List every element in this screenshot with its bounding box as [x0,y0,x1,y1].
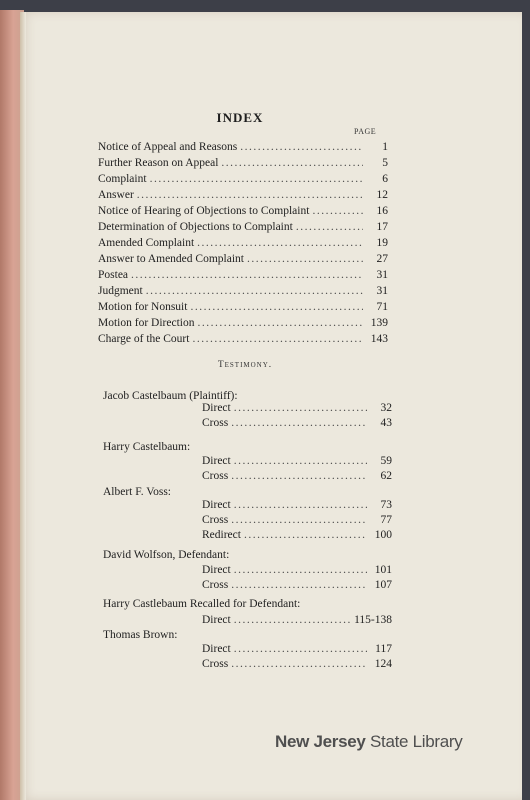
library-watermark [275,732,462,752]
examination-label: Cross [202,470,229,482]
index-entry-label: Amended Complaint [98,237,195,249]
index-entry-label: Notice of Hearing of Objections to Complaint [98,205,310,217]
examination-label: Cross [202,579,229,591]
dot-leader [240,141,363,153]
page-column-label: PAGE [354,127,377,136]
index-entry-page: 17 [376,221,388,233]
index-entry [98,221,388,237]
examination-page: 100 [374,529,392,541]
examination-entry [202,564,392,580]
dot-leader [146,285,363,297]
index-entry [98,253,388,269]
examination-page: 59 [380,455,392,467]
index-entry-page: 6 [382,173,388,185]
examination-entry [202,643,392,659]
index-entry [98,141,388,157]
dot-leader [234,402,367,414]
dot-leader [231,658,367,670]
dot-leader [231,470,367,482]
examination-label: Cross [202,417,229,429]
index-entry-page: 16 [376,205,388,217]
index-entry-page: 71 [376,301,388,313]
dot-leader [231,514,367,526]
index-entry-page: 27 [376,253,388,265]
dot-leader [244,529,367,541]
index-entry-page: 143 [370,333,388,345]
examination-entry [202,579,392,595]
examination-page: 43 [380,417,392,429]
dot-leader [234,455,367,467]
index-entry [98,237,388,253]
examination-entry [202,614,392,630]
index-entry [98,189,388,205]
dot-leader [234,643,367,655]
index-entry-label: Determination of Objections to Complaint [98,221,293,233]
dot-leader [192,333,363,345]
dot-leader [234,564,367,576]
examination-label: Direct [202,499,231,511]
witness-name: Thomas Brown: [103,629,178,641]
index-entry-label: Complaint [98,173,147,185]
examination-entry [202,470,392,486]
index-entry-page: 1 [382,141,388,153]
examination-entry [202,402,392,418]
index-entry-label: Answer to Amended Complaint [98,253,244,265]
examination-entry [202,499,392,515]
witness-name: Albert F. Voss: [103,486,171,498]
witness-name: Harry Castlebaum Recalled for Defendant: [103,598,301,610]
dot-leader [137,189,363,201]
index-entry-label: Judgment [98,285,143,297]
page-gutter [20,12,26,800]
examination-label: Direct [202,455,231,467]
witness-name: Jacob Castelbaum (Plaintiff): [103,390,238,402]
witness-name: David Wolfson, Defendant: [103,549,230,561]
index-entry [98,173,388,189]
examination-page: 107 [374,579,392,591]
index-entry-label: Notice of Appeal and Reasons [98,141,238,153]
index-entry-page: 5 [382,157,388,169]
index-list [98,141,388,349]
index-entry [98,269,388,285]
examination-label: Cross [202,658,229,670]
index-title: INDEX [216,110,264,125]
examination-label: Cross [202,514,229,526]
index-entry [98,301,388,317]
dot-leader [131,269,363,281]
examination-entry [202,514,392,530]
examination-page: 117 [375,643,392,655]
index-entry [98,205,388,221]
index-entry-label: Postea [98,269,129,281]
examination-page: 115-138 [354,614,392,626]
index-entry [98,157,388,173]
examination-entry [202,455,392,471]
index-entry-label: Charge of the Court [98,333,190,345]
witness-name: Harry Castelbaum: [103,441,191,453]
index-entry-page: 12 [376,189,388,201]
examination-page: 73 [380,499,392,511]
index-entry-label: Further Reason on Appeal [98,157,219,169]
index-entry-page: 31 [376,285,388,297]
dot-leader [247,253,363,265]
examination-label: Redirect [202,529,241,541]
examination-label: Direct [202,614,231,626]
examination-page: 62 [380,470,392,482]
dot-leader [190,301,363,313]
index-entry [98,333,388,349]
dot-leader [234,499,367,511]
dot-leader [150,173,363,185]
testimony-heading: Testimony. [217,360,273,370]
dot-leader [231,417,367,429]
examination-label: Direct [202,643,231,655]
index-entry-page: 139 [370,317,388,329]
index-entry-label: Answer [98,189,134,201]
watermark-rest: State Library [365,732,463,751]
index-entry [98,317,388,333]
watermark-nj: New Jersey [275,732,366,751]
dot-leader [221,157,363,169]
examination-entry [202,658,392,674]
dot-leader [197,237,363,249]
examination-entry [202,529,392,545]
dot-leader [197,317,363,329]
dot-leader [234,614,351,626]
dot-leader [312,205,363,217]
examination-label: Direct [202,564,231,576]
dot-leader [296,221,363,233]
examination-page: 101 [374,564,392,576]
index-entry-page: 19 [376,237,388,249]
examination-page: 124 [374,658,392,670]
index-entry [98,285,388,301]
dot-leader [231,579,367,591]
index-entry-label: Motion for Direction [98,317,195,329]
examination-page: 32 [380,402,392,414]
examination-label: Direct [202,402,231,414]
index-entry-page: 31 [376,269,388,281]
examination-entry [202,417,392,433]
examination-page: 77 [380,514,392,526]
index-entry-label: Motion for Nonsuit [98,301,188,313]
